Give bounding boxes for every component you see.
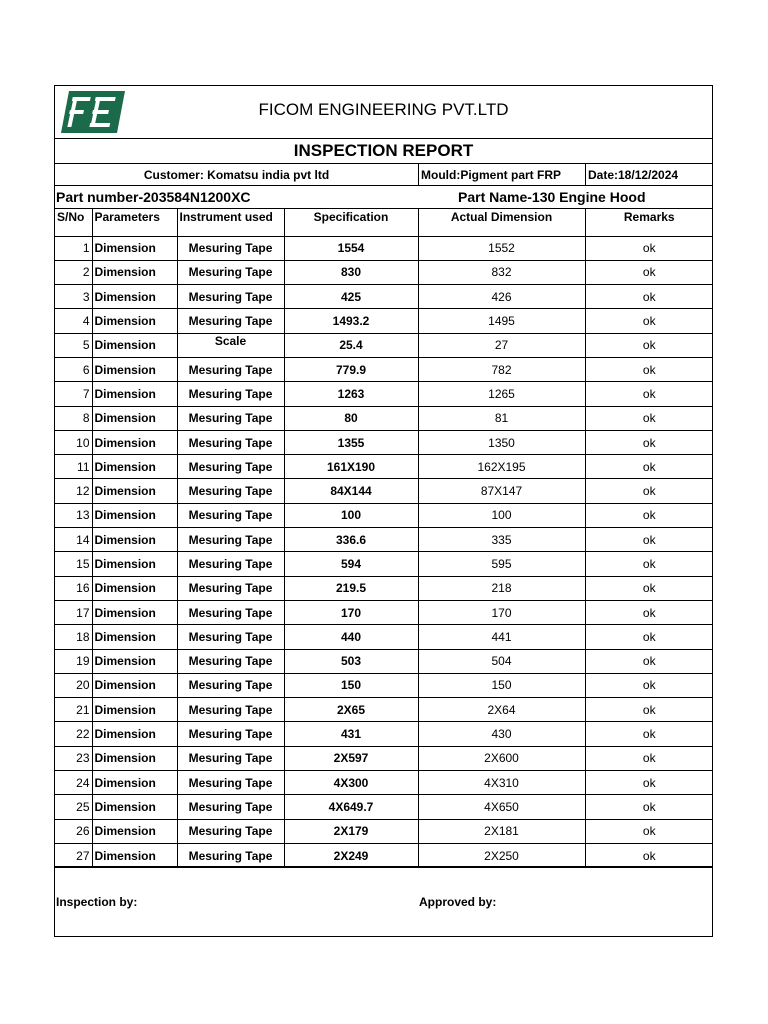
cell-parameter: Dimension: [92, 576, 177, 600]
cell-specification: 503: [284, 649, 418, 673]
table-row: [55, 357, 713, 381]
cell-instrument: Mesuring Tape: [177, 673, 284, 697]
cell-remark: ok: [585, 528, 713, 552]
cell-remark: ok: [585, 843, 713, 867]
cell-actual: 1552: [418, 236, 585, 260]
cell-instrument: Mesuring Tape: [177, 552, 284, 576]
cell-sno: 17: [55, 600, 92, 624]
cell-specification: 1554: [284, 236, 418, 260]
cell-sno: 19: [55, 649, 92, 673]
cell-instrument: Mesuring Tape: [177, 698, 284, 722]
table-row: [55, 552, 713, 576]
cell-sno: 6: [55, 357, 92, 381]
date-label: Date:18/12/2024: [585, 164, 713, 185]
table-row: [55, 649, 713, 673]
cell-instrument: Mesuring Tape: [177, 819, 284, 843]
cell-specification: 2X249: [284, 843, 418, 867]
cell-specification: 170: [284, 600, 418, 624]
cell-actual: 1495: [418, 309, 585, 333]
cell-instrument: Mesuring Tape: [177, 382, 284, 406]
cell-specification: 100: [284, 503, 418, 527]
cell-remark: ok: [585, 722, 713, 746]
table-row: [55, 698, 713, 722]
cell-instrument: Mesuring Tape: [177, 236, 284, 260]
cell-actual: 832: [418, 260, 585, 284]
cell-instrument: Mesuring Tape: [177, 479, 284, 503]
report-title: INSPECTION REPORT: [293, 141, 474, 160]
cell-remark: ok: [585, 430, 713, 454]
cell-specification: 425: [284, 285, 418, 309]
cell-sno: 8: [55, 406, 92, 430]
cell-actual: 1265: [418, 382, 585, 406]
cell-sno: 25: [55, 795, 92, 819]
cell-parameter: Dimension: [92, 503, 177, 527]
cell-remark: ok: [585, 819, 713, 843]
cell-remark: ok: [585, 503, 713, 527]
cell-parameter: Dimension: [92, 625, 177, 649]
cell-actual: 27: [418, 333, 585, 357]
cell-parameter: Dimension: [92, 528, 177, 552]
cell-specification: 2X179: [284, 819, 418, 843]
cell-actual: 170: [418, 600, 585, 624]
cell-instrument: Mesuring Tape: [177, 260, 284, 284]
cell-remark: ok: [585, 746, 713, 770]
cell-instrument: Mesuring Tape: [177, 795, 284, 819]
cell-parameter: Dimension: [92, 698, 177, 722]
part-band: [55, 186, 712, 209]
cell-remark: ok: [585, 698, 713, 722]
mould-label: Mould:Pigment part FRP: [418, 164, 585, 185]
cell-remark: ok: [585, 771, 713, 795]
table-row: [55, 406, 713, 430]
cell-actual: 504: [418, 649, 585, 673]
cell-remark: ok: [585, 552, 713, 576]
cell-parameter: Dimension: [92, 600, 177, 624]
table-row: [55, 503, 713, 527]
cell-actual: 441: [418, 625, 585, 649]
cell-instrument: Mesuring Tape: [177, 503, 284, 527]
cell-actual: 335: [418, 528, 585, 552]
cell-actual: 218: [418, 576, 585, 600]
cell-actual: 426: [418, 285, 585, 309]
cell-actual: 782: [418, 357, 585, 381]
cell-sno: 23: [55, 746, 92, 770]
cell-parameter: Dimension: [92, 357, 177, 381]
cell-instrument: Mesuring Tape: [177, 576, 284, 600]
cell-parameter: Dimension: [92, 406, 177, 430]
cell-sno: 2: [55, 260, 92, 284]
cell-specification: 440: [284, 625, 418, 649]
cell-instrument: Mesuring Tape: [177, 771, 284, 795]
cell-specification: 431: [284, 722, 418, 746]
table-row: [55, 333, 713, 357]
cell-parameter: Dimension: [92, 843, 177, 867]
cell-specification: 1493.2: [284, 309, 418, 333]
table-row: [55, 455, 713, 479]
table-header-row: [55, 209, 713, 236]
cell-instrument: Mesuring Tape: [177, 285, 284, 309]
cell-instrument: Mesuring Tape: [177, 528, 284, 552]
cell-remark: ok: [585, 309, 713, 333]
cell-sno: 21: [55, 698, 92, 722]
table-row: [55, 722, 713, 746]
cell-specification: 84X144: [284, 479, 418, 503]
cell-sno: 24: [55, 771, 92, 795]
cell-specification: 2X65: [284, 698, 418, 722]
cell-instrument: Mesuring Tape: [177, 406, 284, 430]
cell-parameter: Dimension: [92, 236, 177, 260]
cell-instrument: Mesuring Tape: [177, 722, 284, 746]
table-row: [55, 771, 713, 795]
table-row: [55, 795, 713, 819]
table-row: [55, 576, 713, 600]
cell-instrument: Mesuring Tape: [177, 357, 284, 381]
col-header-actual: Actual Dimension: [418, 209, 585, 236]
cell-actual: 2X64: [418, 698, 585, 722]
col-header-parameters: Parameters: [92, 209, 177, 236]
cell-actual: 150: [418, 673, 585, 697]
cell-instrument: Mesuring Tape: [177, 430, 284, 454]
cell-sno: 4: [55, 309, 92, 333]
cell-sno: 27: [55, 843, 92, 867]
col-header-specification: Specification: [284, 209, 418, 236]
cell-remark: ok: [585, 406, 713, 430]
table-row: [55, 843, 713, 867]
cell-parameter: Dimension: [92, 382, 177, 406]
inspection-table: [55, 209, 713, 868]
cell-specification: 336.6: [284, 528, 418, 552]
table-row: [55, 285, 713, 309]
cell-specification: 80: [284, 406, 418, 430]
cell-actual: 81: [418, 406, 585, 430]
table-row: [55, 236, 713, 260]
cell-sno: 3: [55, 285, 92, 309]
cell-remark: ok: [585, 600, 713, 624]
table-row: [55, 528, 713, 552]
cell-instrument: Mesuring Tape: [177, 843, 284, 867]
cell-sno: 11: [55, 455, 92, 479]
cell-remark: ok: [585, 795, 713, 819]
cell-instrument: Mesuring Tape: [177, 309, 284, 333]
cell-remark: ok: [585, 625, 713, 649]
cell-parameter: Dimension: [92, 673, 177, 697]
cell-specification: 1263: [284, 382, 418, 406]
cell-parameter: Dimension: [92, 795, 177, 819]
table-row: [55, 309, 713, 333]
cell-parameter: Dimension: [92, 771, 177, 795]
cell-instrument: Mesuring Tape: [177, 625, 284, 649]
cell-sno: 22: [55, 722, 92, 746]
col-header-sno: S/No: [55, 209, 92, 236]
table-row: [55, 673, 713, 697]
title-band: [55, 86, 712, 139]
cell-instrument: Scale: [177, 333, 284, 357]
cell-parameter: Dimension: [92, 819, 177, 843]
table-row: [55, 382, 713, 406]
col-header-instrument: Instrument used: [177, 209, 284, 236]
cell-parameter: Dimension: [92, 309, 177, 333]
table-row: [55, 479, 713, 503]
part-name: Part Name-130 Engine Hood: [458, 189, 646, 205]
cell-specification: 161X190: [284, 455, 418, 479]
cell-parameter: Dimension: [92, 649, 177, 673]
table-row: [55, 746, 713, 770]
cell-instrument: Mesuring Tape: [177, 649, 284, 673]
cell-specification: 4X300: [284, 771, 418, 795]
cell-actual: 595: [418, 552, 585, 576]
cell-instrument: Mesuring Tape: [177, 600, 284, 624]
cell-sno: 20: [55, 673, 92, 697]
cell-remark: ok: [585, 333, 713, 357]
info-band: [55, 164, 712, 186]
cell-actual: 1350: [418, 430, 585, 454]
table-row: [55, 600, 713, 624]
cell-sno: 13: [55, 503, 92, 527]
part-number: Part number-203584N1200XC: [56, 189, 251, 205]
cell-parameter: Dimension: [92, 260, 177, 284]
cell-sno: 7: [55, 382, 92, 406]
cell-sno: 5: [55, 333, 92, 357]
company-name: FICOM ENGINEERING PVT.LTD: [258, 100, 509, 119]
cell-sno: 26: [55, 819, 92, 843]
cell-actual: 2X600: [418, 746, 585, 770]
cell-parameter: Dimension: [92, 285, 177, 309]
cell-remark: ok: [585, 260, 713, 284]
cell-remark: ok: [585, 479, 713, 503]
cell-parameter: Dimension: [92, 333, 177, 357]
cell-actual: 430: [418, 722, 585, 746]
cell-sno: 16: [55, 576, 92, 600]
cell-remark: ok: [585, 236, 713, 260]
cell-parameter: Dimension: [92, 479, 177, 503]
cell-actual: 4X650: [418, 795, 585, 819]
table-row: [55, 430, 713, 454]
cell-specification: 2X597: [284, 746, 418, 770]
cell-sno: 12: [55, 479, 92, 503]
cell-sno: 1: [55, 236, 92, 260]
cell-remark: ok: [585, 357, 713, 381]
cell-instrument: Mesuring Tape: [177, 455, 284, 479]
cell-sno: 14: [55, 528, 92, 552]
inspection-by-label: Inspection by:: [56, 895, 138, 909]
cell-parameter: Dimension: [92, 722, 177, 746]
cell-actual: 162X195: [418, 455, 585, 479]
signature-footer: [55, 866, 712, 938]
cell-sno: 18: [55, 625, 92, 649]
cell-actual: 2X181: [418, 819, 585, 843]
cell-remark: ok: [585, 382, 713, 406]
inspection-report-sheet: [54, 85, 713, 937]
cell-actual: 100: [418, 503, 585, 527]
cell-parameter: Dimension: [92, 455, 177, 479]
col-header-remarks: Remarks: [585, 209, 713, 236]
cell-specification: 779.9: [284, 357, 418, 381]
cell-specification: 25.4: [284, 333, 418, 357]
cell-remark: ok: [585, 455, 713, 479]
cell-actual: 4X310: [418, 771, 585, 795]
cell-specification: 594: [284, 552, 418, 576]
cell-remark: ok: [585, 673, 713, 697]
customer-label: Customer: Komatsu india pvt ltd: [143, 168, 330, 182]
cell-sno: 10: [55, 430, 92, 454]
approved-by-label: Approved by:: [419, 895, 497, 909]
cell-actual: 87X147: [418, 479, 585, 503]
cell-remark: ok: [585, 649, 713, 673]
cell-specification: 1355: [284, 430, 418, 454]
report-title-band: [55, 139, 712, 164]
cell-sno: 15: [55, 552, 92, 576]
cell-parameter: Dimension: [92, 746, 177, 770]
cell-specification: 4X649.7: [284, 795, 418, 819]
cell-specification: 830: [284, 260, 418, 284]
table-row: [55, 819, 713, 843]
cell-instrument: Mesuring Tape: [177, 746, 284, 770]
cell-specification: 150: [284, 673, 418, 697]
cell-specification: 219.5: [284, 576, 418, 600]
cell-parameter: Dimension: [92, 430, 177, 454]
cell-parameter: Dimension: [92, 552, 177, 576]
table-row: [55, 260, 713, 284]
table-body: [55, 236, 713, 868]
cell-actual: 2X250: [418, 843, 585, 867]
cell-remark: ok: [585, 285, 713, 309]
cell-remark: ok: [585, 576, 713, 600]
table-row: [55, 625, 713, 649]
